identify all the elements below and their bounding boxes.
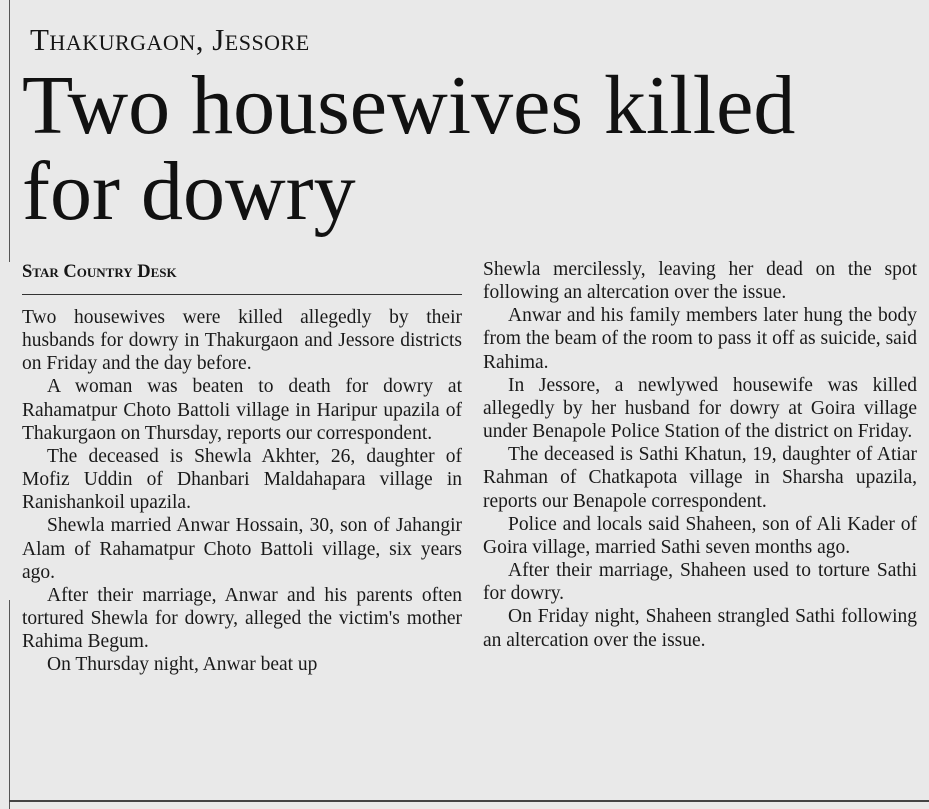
paragraph: Shewla married Anwar Hossain, 30, son of Jahangir Alam of Rahamatpur Choto Battoli village, six years ago. [22,515,462,583]
article-column-2 [483,258,917,652]
byline: Star Country Desk [22,262,177,282]
paragraph: In Jessore, a newlywed housewife was killed allegedly by her husband for dowry at Goira village under Benapole Police Station of the district on Friday. [483,374,917,443]
location-kicker: Thakurgaon, Jessore [30,22,310,57]
paragraph: On Thursday night, Anwar beat up [47,654,318,676]
paragraph: The deceased is Shewla Akhter, 26, daughter of Mofiz Uddin of Dhanbari Maldahapara village in Ranishankoil upazila. [22,445,462,514]
paragraph: Police and locals said Shaheen, son of Ali Kader of Goira village, married Sathi seven months ago. [483,513,917,558]
paragraph: Shewla mercilessly, leaving her dead on the spot following an altercation over the issue. [483,259,917,304]
headline: Two housewives killed for dowry [22,59,796,238]
left-border-rule [9,0,10,262]
bottom-border-rule [9,800,929,802]
paragraph: Two housewives were killed allegedly by their husbands for dowry in Thakurgaon and Jessore districts on Friday and the day before. [22,307,462,375]
paragraph: Anwar and his family members later hung the body from the beam of the room to pass it off as suicide, said Rahima. [483,305,917,373]
left-border-rule-lower [9,600,10,809]
paragraph: The deceased is Sathi Khatun, 19, daughter of Atiar Rahman of Chatkapota village in Sharsha upazila, reports our Benapole correspondent. [483,444,917,512]
paragraph: After their marriage, Anwar and his parents often tortured Shewla for dowry, alleged the victim's mother Rahima Begum. [22,584,462,653]
paragraph: On Friday night, Shaheen strangled Sathi following an altercation over the issue. [483,606,917,651]
paragraph: A woman was beaten to death for dowry at Rahamatpur Choto Battoli village in Haripur upazila of Thakurgaon on Thursday, reports our correspondent. [22,376,462,444]
article-column-1 [22,306,462,677]
byline-rule [22,294,462,295]
paragraph: After their marriage, Shaheen used to torture Sathi for dowry. [483,560,917,605]
